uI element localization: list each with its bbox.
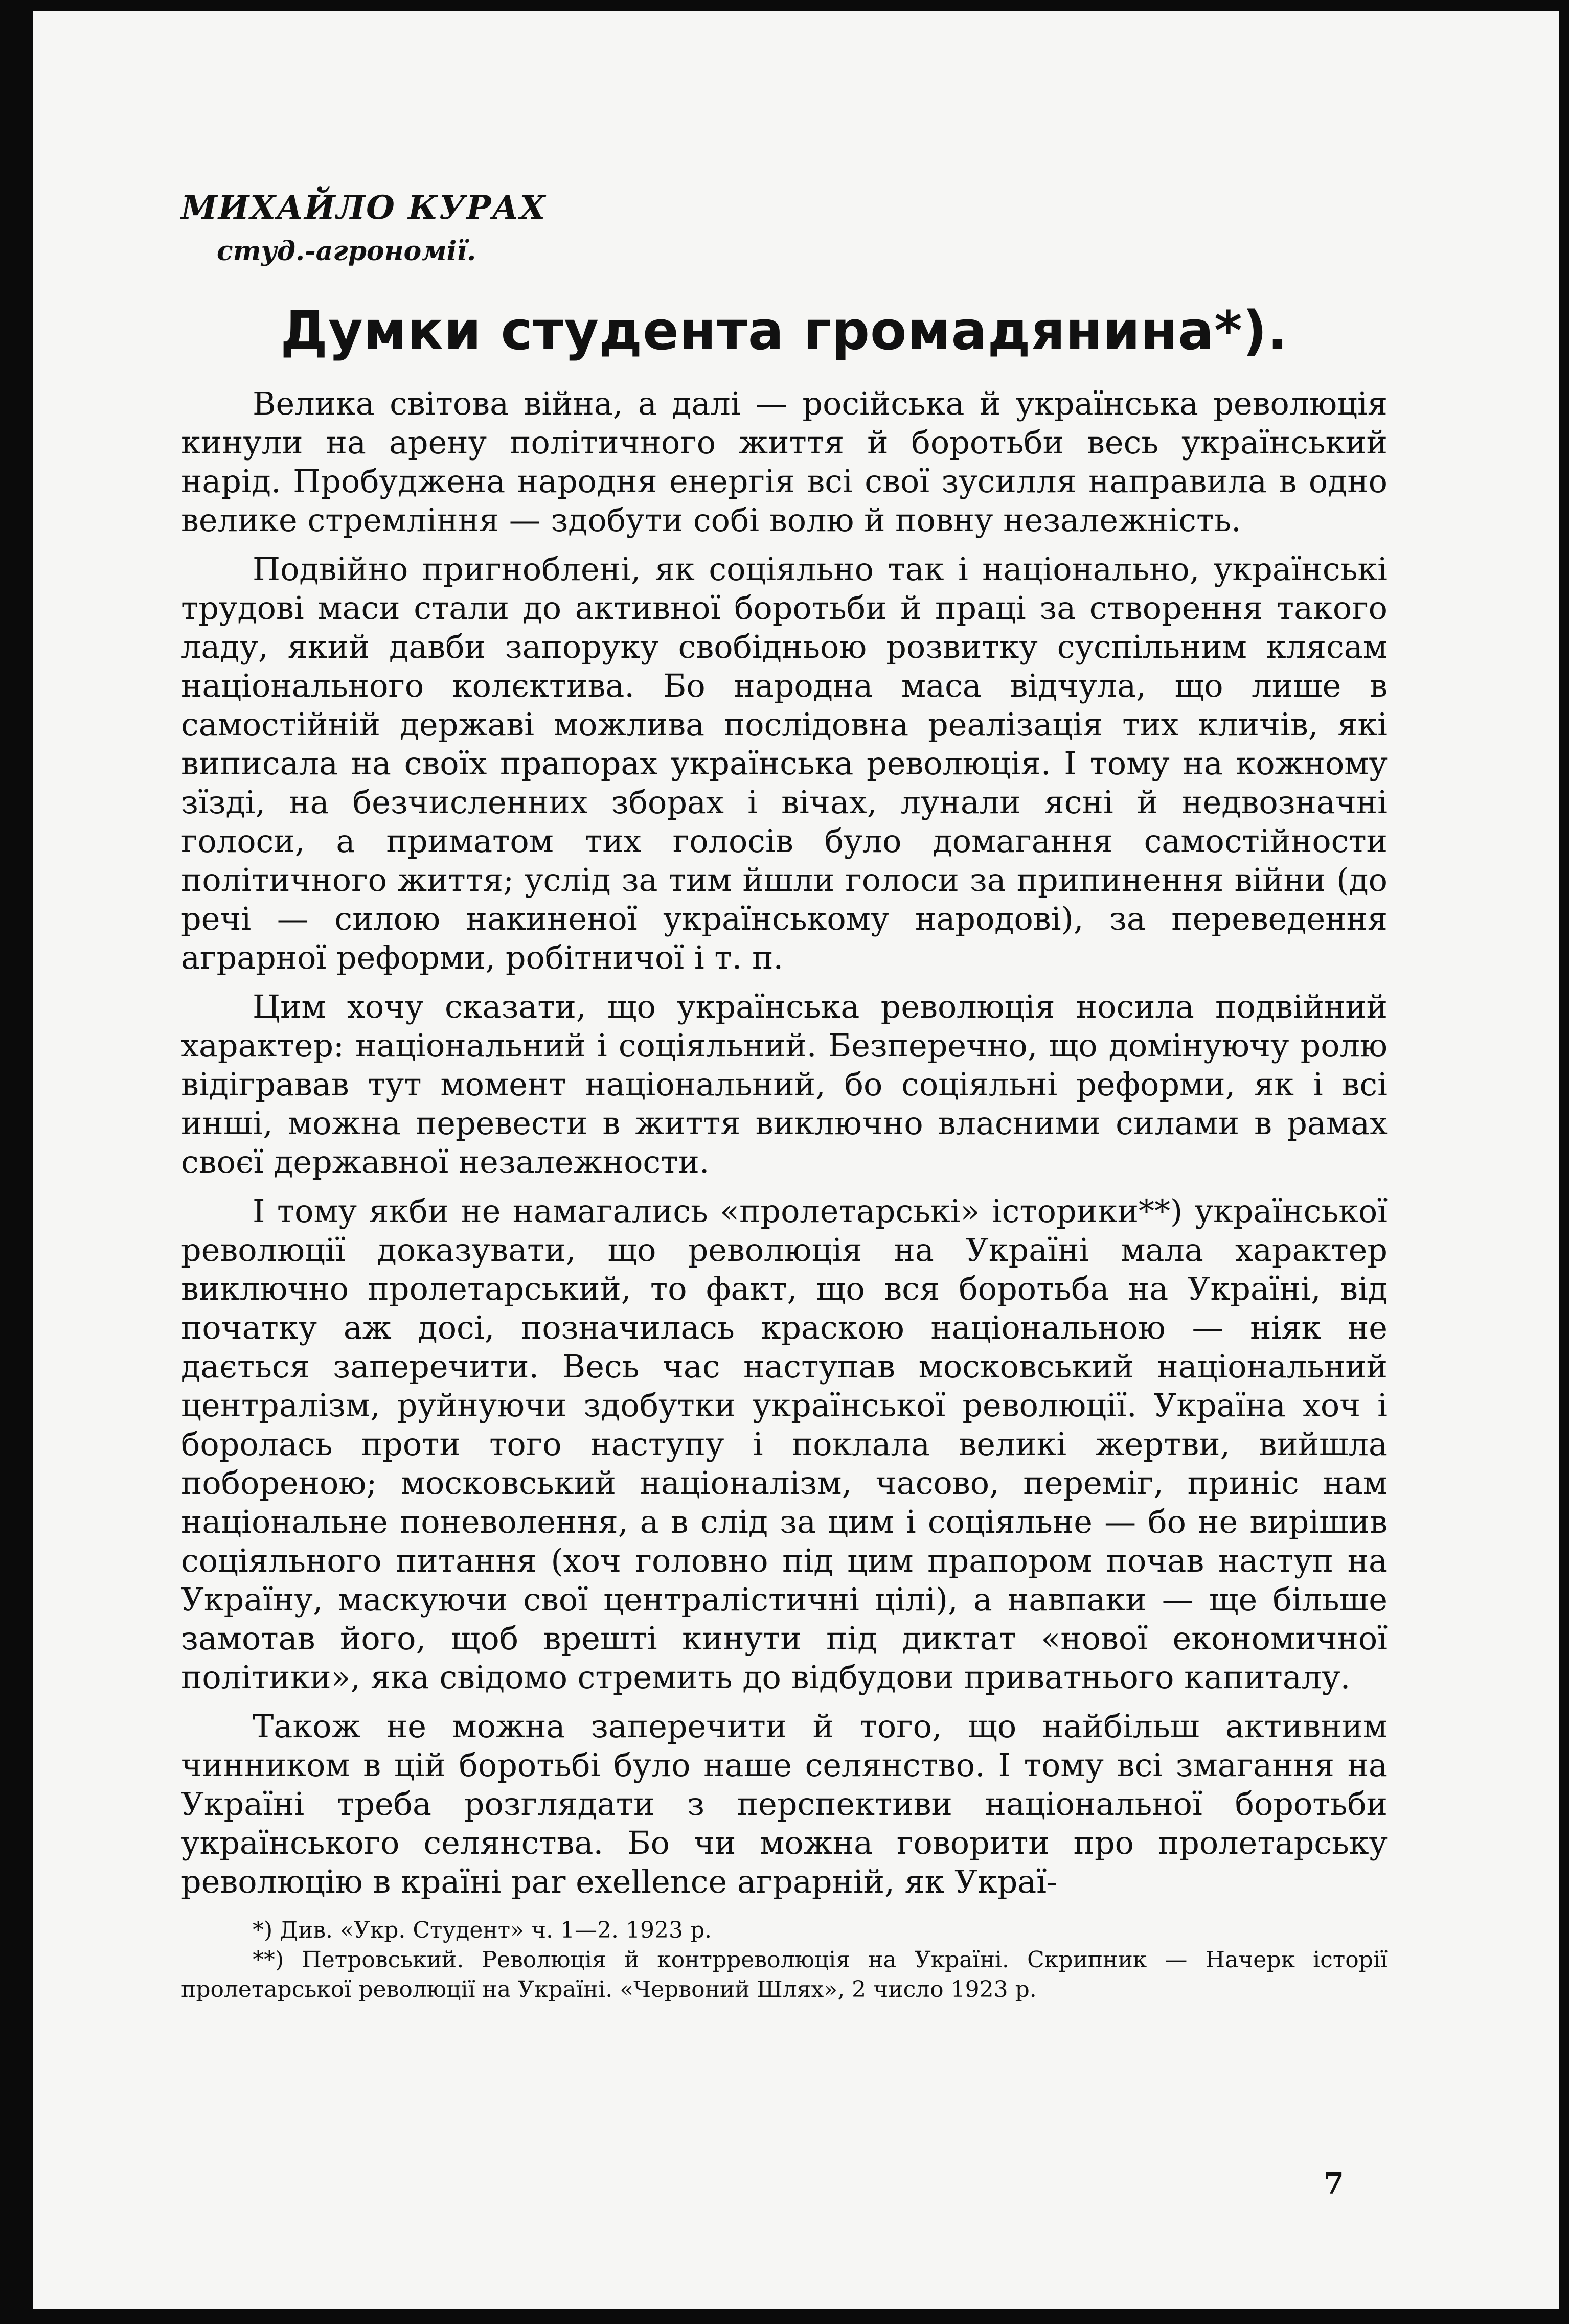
footnote-2: **) Петровський. Революція й контрреволюція на Україні. Скрипник — Начерк історії пролетарської революції на Україні. «Червоний Шлях», 2 число 1923 р. — [181, 1947, 1388, 2003]
footnote-1: *) Див. «Укр. Студент» ч. 1—2. 1923 р. — [253, 1917, 712, 1943]
author-name: МИХАЙЛО КУРАХ — [181, 189, 547, 227]
paragraph-4: І тому якби не намагались «пролетарські» історики**) української революції доказувати, що революція на Україні мала характер виключно пролетарський, то факт, що вся боротьба на Україні, від початку аж досі, позначилась краскою національною — ніяк не дається заперечити. Весь час наступав московський національний централізм, руйнуючи здобутки української революції. Україна хоч і боролась проти того наступу і поклала великі жертви, вийшла побореною; московський націоналізм, часово, переміг, приніс нам національне поневолення, а в слід за цим і соціяльне — бо не вирішив соціяльного питання (хоч головно під цим прапором почав наступ на Україну, маскуючи свої централістичні цілі), а навпаки — ще більше замотав його, щоб врешті кинути під диктат «нової економичної політики», яка свідомо стремить до відбудови приватнього капиталу. — [181, 1192, 1388, 1696]
page-number: 7 — [1323, 2166, 1344, 2201]
paper-page — [33, 11, 1559, 2309]
footnotes — [181, 1916, 1388, 2005]
author-affiliation: студ.-агрономії. — [217, 236, 476, 267]
article-title: Думки студента громадянина*). — [280, 300, 1288, 362]
paragraph-1: Велика світова війна, а далі — російська й українська революція кинули на арену політичного життя й боротьби весь український нарід. Пробуджена народня енергія всі свої зусилля направила в одно велике стремління — здобути собі волю й повну незалежність. — [181, 385, 1388, 539]
paragraph-2: Подвійно пригноблені, як соціяльно так і національно, українські трудові маси стали до активної боротьби й праці за створення такого ладу, який давби запоруку свобідньою розвитку суспільним клясам національного колєктива. Бо народна маса відчула, що лише в самостійній державі можлива послідовна реалізація тих кличів, які виписала на своїх прапорах українська революція. І тому на кожному зїзді, на безчисленних зборах і вічах, лунали ясні й недвозначні голоси, а приматом тих голосів було домагання самостійности політичного життя; услід за тим йшли голоси за припинення війни (до речі — силою накиненої українському народові), за переведення аграрної реформи, робітничої і т. п. — [181, 550, 1388, 976]
paragraph-5: Також не можна заперечити й того, що найбільш активним чинником в цій боротьбі було наше селянство. І тому всі змагання на Україні треба розглядати з перспективи національної боротьби українського селянства. Бо чи можна говорити про пролетарську революцію в країні par exellence аграрній, як Украї- — [181, 1708, 1388, 1900]
paragraph-3: Цим хочу сказати, що українська революція носила подвійний характер: національний і соціяльний. Безперечно, що домінуючу ролю відігравав тут момент національний, бо соціяльні реформи, як і всі инші, можна перевести в життя виключно власними силами в рамах своєї державної незалежности. — [181, 988, 1388, 1181]
page-content — [181, 185, 1388, 2005]
article-body — [181, 384, 1388, 1901]
